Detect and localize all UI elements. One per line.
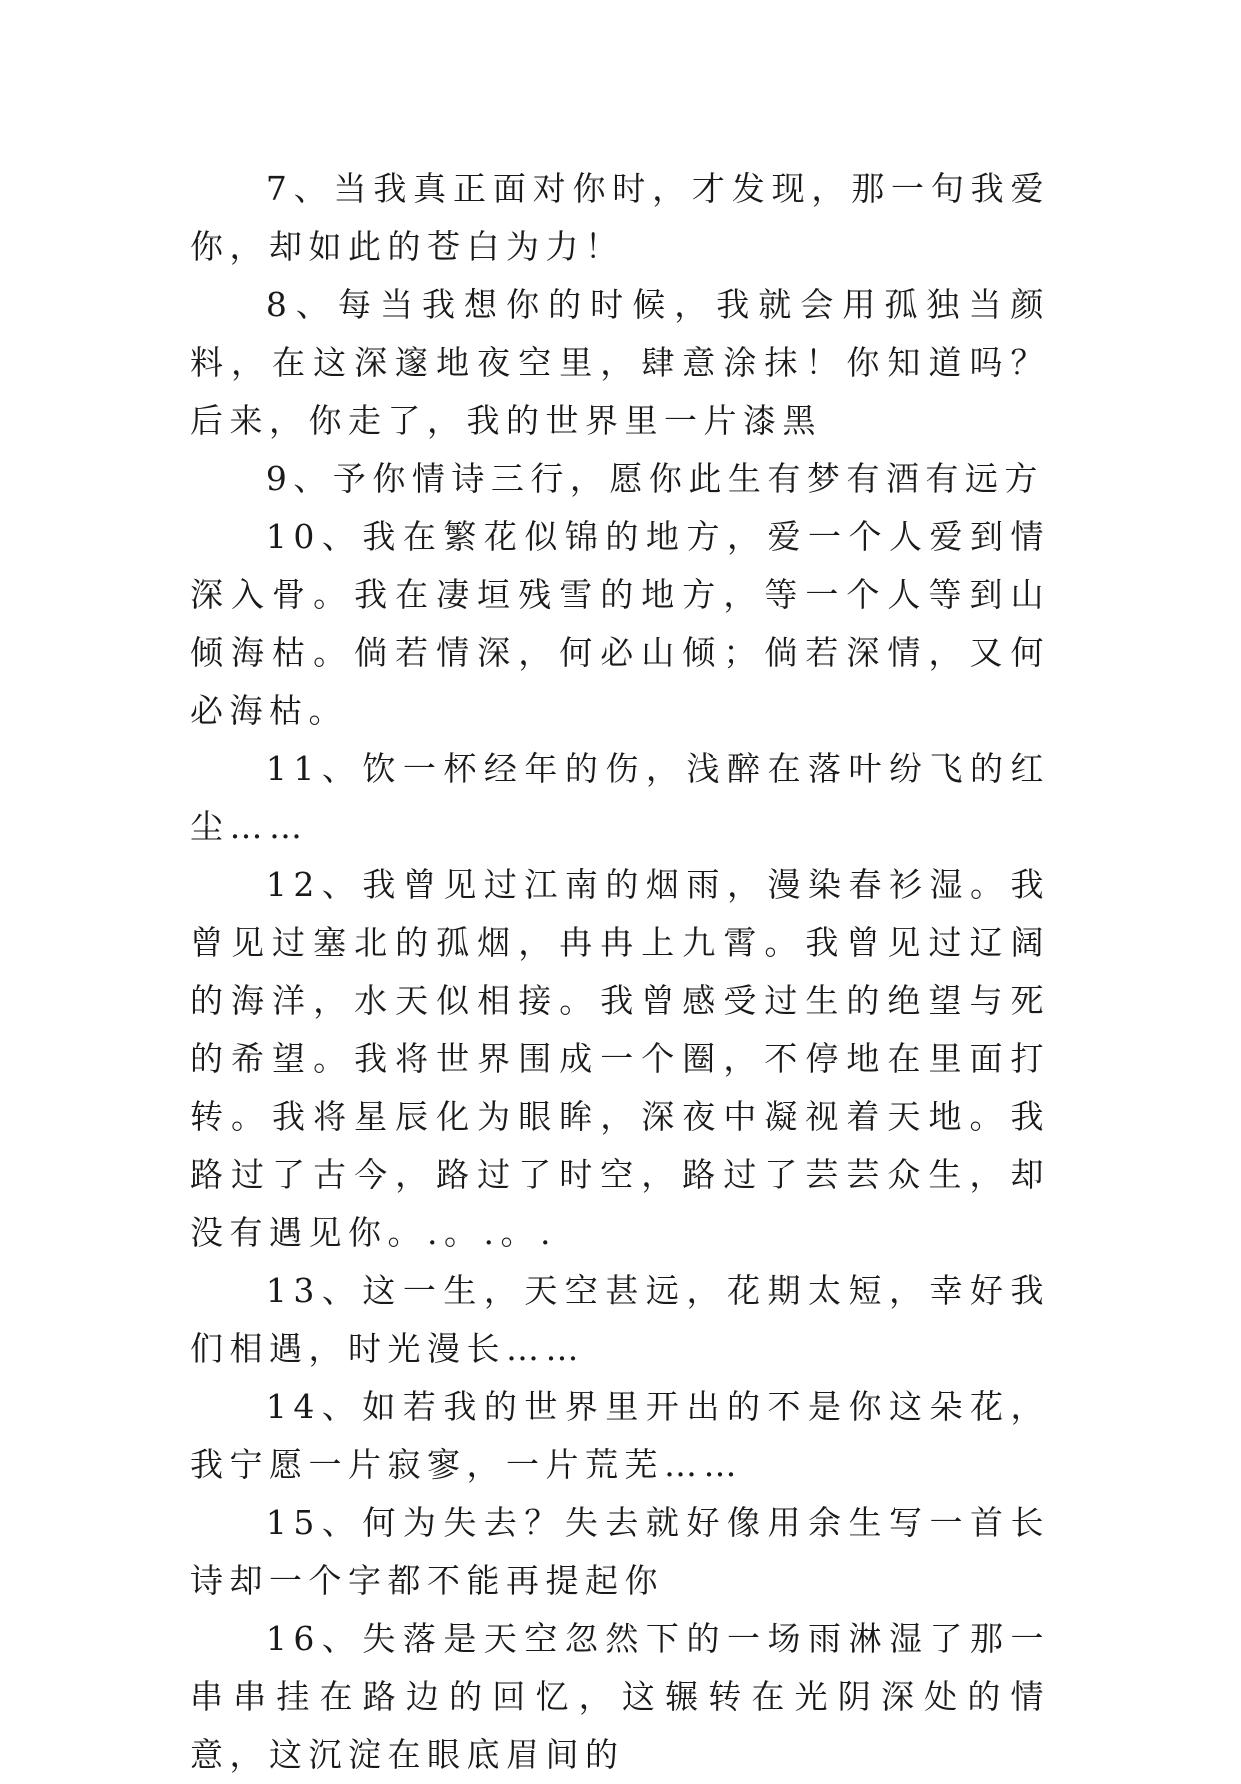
paragraph-16: 16、失落是天空忽然下的一场雨淋湿了那一串串挂在路边的回忆，这辗转在光阴深处的情意，这沉淀在眼底眉间的 xyxy=(190,1619,1050,1774)
paragraph-14: 14、如若我的世界里开出的不是你这朵花，我宁愿一片寂寥，一片荒芜…… xyxy=(190,1387,1050,1484)
document-body xyxy=(190,160,1050,1784)
paragraph-12: 12、我曾见过江南的烟雨，漫染春衫湿。我曾见过塞北的孤烟，冉冉上九霄。我曾见过辽阔的海洋，水天似相接。我曾感受过生的绝望与死的希望。我将世界围成一个圈，不停地在里面打转。我将星辰化为眼眸，深夜中凝视着天地。我路过了古今，路过了时空，路过了芸芸众生，却没有遇见你。.。.。. xyxy=(190,865,1050,1252)
paragraph-8: 8、每当我想你的时候，我就会用孤独当颜料，在这深邃地夜空里，肆意涂抹！你知道吗？后来，你走了，我的世界里一片漆黑 xyxy=(190,285,1050,440)
paragraph-13: 13、这一生，天空甚远，花期太短，幸好我们相遇，时光漫长…… xyxy=(190,1271,1050,1368)
paragraph-15: 15、何为失去？失去就好像用余生写一首长诗却一个字都不能再提起你 xyxy=(190,1503,1050,1600)
paragraph-9: 9、予你情诗三行，愿你此生有梦有酒有远方 xyxy=(265,459,1044,498)
paragraph-11: 11、饮一杯经年的伤，浅醉在落叶纷飞的红尘…… xyxy=(190,749,1050,846)
paragraph-7: 7、当我真正面对你时，才发现，那一句我爱你，却如此的苍白为力！ xyxy=(190,169,1050,266)
paragraph-10: 10、我在繁花似锦的地方，爱一个人爱到情深入骨。我在凄垣残雪的地方，等一个人等到山倾海枯。倘若情深，何必山倾；倘若深情，又何必海枯。 xyxy=(190,517,1050,730)
